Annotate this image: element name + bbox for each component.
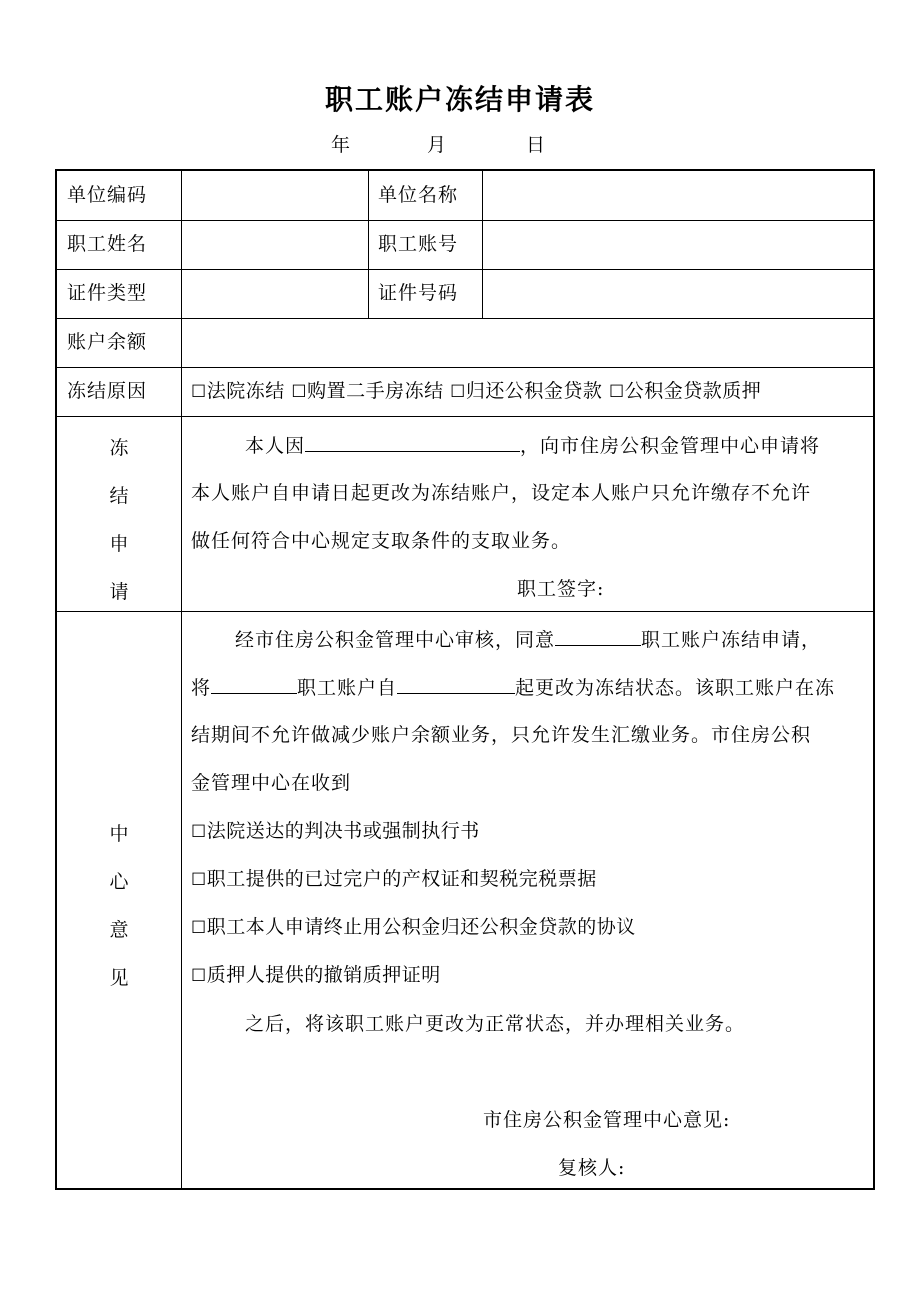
center-label-char: 意 bbox=[109, 919, 129, 941]
checkbox-icon: ☐ bbox=[191, 382, 207, 402]
unit-code-field[interactable] bbox=[183, 173, 366, 218]
employee-signature-label: 职工签字: bbox=[517, 578, 605, 600]
application-label-char: 申 bbox=[109, 533, 129, 555]
application-label-char: 结 bbox=[109, 485, 129, 507]
checkbox-icon: ☐ bbox=[450, 382, 466, 402]
center-line-2 bbox=[191, 675, 835, 700]
unit-name-field[interactable] bbox=[484, 173, 873, 218]
center-option-terminate-agreement[interactable] bbox=[191, 915, 636, 940]
date-year-label: 年 bbox=[331, 134, 351, 156]
checkbox-loan-pledge[interactable] bbox=[609, 380, 761, 402]
unit-blank[interactable] bbox=[211, 675, 297, 694]
id-type-field[interactable] bbox=[183, 271, 366, 316]
center-line-4: 金管理中心在收到 bbox=[191, 772, 352, 794]
id-type-label: 证件类型 bbox=[67, 282, 148, 304]
center-label-char: 中 bbox=[109, 823, 129, 845]
application-form-table bbox=[55, 169, 875, 1190]
date-row bbox=[0, 130, 920, 160]
balance-field[interactable] bbox=[183, 320, 873, 365]
application-prefix: 本人因 bbox=[245, 435, 306, 457]
center-line-3: 结期间不允许做减少账户余额业务，只允许发生汇缴业务。市住房公积 bbox=[191, 724, 812, 746]
center-label-char: 心 bbox=[109, 871, 129, 893]
id-number-field[interactable] bbox=[484, 271, 873, 316]
application-line-3: 做任何符合中心规定支取条件的支取业务。 bbox=[191, 530, 572, 552]
checkbox-icon: ☐ bbox=[191, 870, 207, 890]
center-after-text: 之后，将该职工账户更改为正常状态，并办理相关业务。 bbox=[245, 1013, 746, 1035]
center-option-property-certificate[interactable] bbox=[191, 867, 597, 892]
application-line-1 bbox=[245, 433, 820, 458]
checkbox-icon: ☐ bbox=[608, 382, 625, 402]
form-title: 职工账户冻结申请表 bbox=[324, 83, 595, 116]
option-repay-loan-label: 归还公积金贷款 bbox=[465, 380, 603, 402]
checkbox-icon: ☐ bbox=[191, 966, 207, 986]
date-blank[interactable] bbox=[397, 675, 515, 694]
id-number-label: 证件号码 bbox=[378, 282, 459, 304]
row-divider bbox=[57, 318, 873, 319]
employee-account-field[interactable] bbox=[484, 222, 873, 267]
application-line-2: 本人账户自申请日起更改为冻结账户，设定本人账户只允许缴存不允许 bbox=[191, 482, 812, 504]
column-divider bbox=[181, 171, 182, 1190]
center-text: 将 bbox=[191, 677, 212, 699]
center-option-label: 职工本人申请终止用公积金归还公积金贷款的协议 bbox=[206, 916, 636, 938]
employee-name-field[interactable] bbox=[183, 222, 366, 267]
checkbox-icon: ☐ bbox=[191, 822, 207, 842]
checkbox-court[interactable] bbox=[191, 380, 285, 402]
center-text: 经市住房公积金管理中心审核，同意 bbox=[235, 629, 556, 651]
freeze-reason-blank[interactable] bbox=[305, 433, 520, 452]
option-loan-pledge-label: 公积金贷款质押 bbox=[624, 380, 762, 402]
row-divider bbox=[57, 416, 873, 417]
employee-account-label: 职工账号 bbox=[378, 233, 459, 255]
option-court-label: 法院冻结 bbox=[206, 380, 285, 402]
row-divider bbox=[57, 269, 873, 270]
center-option-pledge-release[interactable] bbox=[191, 963, 441, 988]
row-divider bbox=[57, 611, 873, 612]
checkbox-repay-loan[interactable] bbox=[450, 380, 602, 402]
center-text: 起更改为冻结状态。该职工账户在冻 bbox=[515, 677, 836, 699]
checkbox-icon: ☐ bbox=[291, 382, 308, 402]
column-divider bbox=[368, 171, 369, 318]
center-option-label: 质押人提供的撤销质押证明 bbox=[206, 964, 441, 986]
checkbox-second-hand-house[interactable] bbox=[291, 380, 443, 402]
unit-blank[interactable] bbox=[555, 627, 641, 646]
center-opinion-label: 市住房公积金管理中心意见: bbox=[483, 1109, 731, 1131]
center-option-court-judgment[interactable] bbox=[191, 819, 480, 844]
date-month-label: 月 bbox=[427, 134, 447, 156]
column-divider bbox=[482, 171, 483, 318]
row-divider bbox=[57, 367, 873, 368]
application-label-char: 请 bbox=[109, 581, 129, 603]
center-option-label: 法院送达的判决书或强制执行书 bbox=[206, 820, 480, 842]
checkbox-icon: ☐ bbox=[191, 918, 207, 938]
freeze-reason-options bbox=[191, 379, 761, 404]
balance-label: 账户余额 bbox=[67, 331, 148, 353]
application-label-char: 冻 bbox=[109, 437, 129, 459]
center-option-label: 职工提供的已过完户的产权证和契税完税票据 bbox=[206, 868, 597, 890]
freeze-reason-label: 冻结原因 bbox=[67, 380, 148, 402]
center-label-char: 见 bbox=[109, 967, 129, 989]
option-second-hand-house-label: 购置二手房冻结 bbox=[307, 380, 444, 402]
unit-name-label: 单位名称 bbox=[378, 184, 459, 206]
center-text: 职工账户冻结申请， bbox=[641, 629, 822, 651]
center-line-1 bbox=[235, 627, 821, 652]
row-divider bbox=[57, 220, 873, 221]
center-text: 职工账户自 bbox=[297, 677, 398, 699]
date-day-label: 日 bbox=[526, 134, 546, 156]
application-suffix: ，向市住房公积金管理中心申请将 bbox=[520, 435, 821, 457]
employee-name-label: 职工姓名 bbox=[67, 233, 148, 255]
unit-code-label: 单位编码 bbox=[67, 184, 148, 206]
reviewer-label: 复核人: bbox=[558, 1157, 626, 1179]
